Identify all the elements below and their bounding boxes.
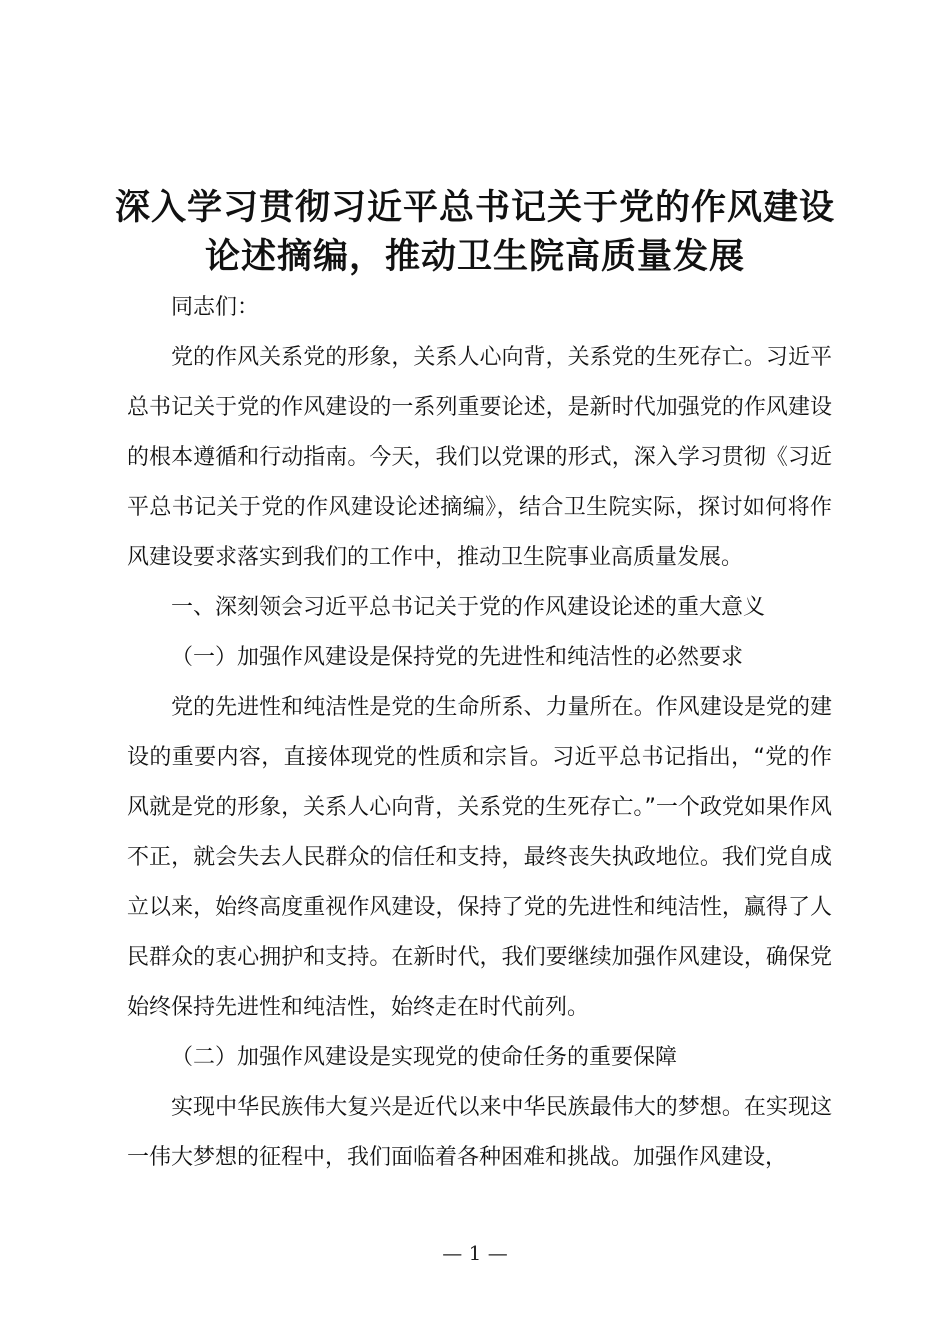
subsection-2-paragraph: 实现中华民族伟大复兴是近代以来中华民族最伟大的梦想。在实现这一伟大梦想的征程中，我们面临着各种困难和挑战。加强作风建设，: [127, 1095, 832, 1170]
subsection-1-paragraph: 党的先进性和纯洁性是党的生命所系、力量所在。作风建设是党的建设的重要内容，直接体现党的性质和宗旨。习近平总书记指出，“党的作风就是党的形象，关系人心向背，关系党的生死存亡。”一个政党如果作风不正，就会失去人民群众的信任和支持，最终丧失执政地位。我们党自成立以来，始终高度重视作风建设，保持了党的先进性和纯洁性，赢得了人民群众的衷心拥护和支持。在新时代，我们要继续加强作风建设，确保党始终保持先进性和纯洁性，始终走在时代前列。: [127, 695, 832, 1020]
section-1-heading: 一、深刻领会习近平总书记关于党的作风建设论述的重大意义: [171, 595, 766, 620]
subsection-2-heading: （二）加强作风建设是实现党的使命任务的重要保障: [171, 1045, 678, 1070]
document-title-line-1: 深入学习贯彻习近平总书记关于党的作风建设: [114, 188, 835, 228]
salutation: 同志们：: [171, 295, 260, 320]
subsection-1-heading: （一）加强作风建设是保持党的先进性和纯洁性的必然要求: [171, 645, 744, 670]
intro-paragraph: 党的作风关系党的形象，关系人心向背，关系党的生死存亡。习近平总书记关于党的作风建设的一系列重要论述，是新时代加强党的作风建设的根本遵循和行动指南。今天，我们以党课的形式，深入学习贯彻《习近平总书记关于党的作风建设论述摘编》，结合卫生院实际，探讨如何将作风建设要求落实到我们的工作中，推动卫生院事业高质量发展。: [127, 345, 832, 570]
document-body: [127, 283, 832, 1183]
document-title-line-2: 论述摘编，推动卫生院高质量发展: [204, 237, 745, 277]
page-number: — 1 —: [442, 1241, 508, 1265]
